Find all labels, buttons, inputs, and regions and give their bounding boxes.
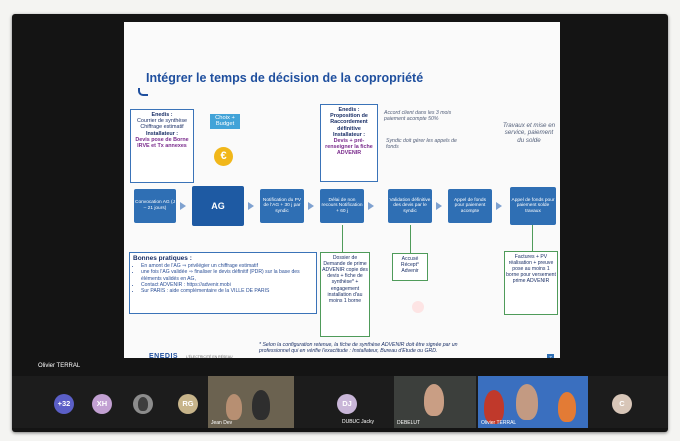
good-practices-box: [129, 252, 317, 314]
meeting-window: [12, 14, 668, 432]
enedis-note: [130, 109, 194, 183]
proposition-line1: Enedis :: [338, 107, 360, 113]
arrow-icon: [248, 202, 254, 210]
euro-coin-icon: €: [214, 147, 233, 166]
video-tile-name: Jean Dev: [211, 420, 233, 426]
pointer-highlight: [412, 301, 424, 313]
step-delai: Délai de non recours Notification + 60 j: [320, 189, 364, 223]
arrow-icon: [436, 202, 442, 210]
syndic-note: Syndic doit gérer les appels de fonds: [386, 138, 457, 151]
proposition-line4: Devis + pré-renseigner la fiche ADVENIR: [325, 138, 373, 157]
participant-avatar-c[interactable]: C: [612, 394, 632, 414]
enedis-note-line3: Chiffrage estimatif: [140, 124, 184, 131]
step-acompte: Appel de fonds pour paiement acompte: [448, 189, 492, 223]
title-decoration: [138, 88, 148, 96]
step-validation: Validation définitive des devis par le syndic: [388, 189, 432, 223]
participant-avatar-xh[interactable]: XH: [92, 394, 112, 414]
factures-box: Factures + PV réalisation + preuve pose au moins 1 borne pour versement prime ADVENIR: [504, 251, 558, 315]
connector-line: [410, 225, 411, 253]
participant-avatar-rg[interactable]: RG: [178, 394, 198, 414]
arrow-icon: [368, 202, 374, 210]
arrow-icon: [496, 202, 502, 210]
participant-avatar-dj[interactable]: DJ: [337, 394, 357, 414]
connector-line: [532, 225, 533, 251]
travaux-note: Travaux et mise en service, paiement du solde: [502, 122, 556, 144]
enedis-tagline: L'ÉLECTRICITÉ EN RÉSEAU: [186, 355, 233, 358]
presenter-name: Olivier TERRAL: [38, 363, 81, 369]
step-ag: AG: [192, 186, 244, 226]
shared-slide: [124, 22, 560, 358]
enedis-note-line2: Courrier de synthèse: [136, 118, 188, 125]
arrow-icon: [308, 202, 314, 210]
step-solde: Appel de fonds pour paiement solde travaux: [510, 187, 556, 225]
accuse-box: Accusé Récept° Advenir: [392, 253, 428, 281]
video-tile-name: Olivier TERRAL: [481, 420, 517, 426]
more-participants-avatar[interactable]: +32: [54, 394, 74, 414]
proposition-note: [320, 104, 378, 182]
proposition-line3: Installateur :: [332, 131, 366, 138]
video-tile-debelut[interactable]: [394, 376, 476, 428]
footnote: [259, 342, 458, 354]
dossier-box: Dossier de Demande de prime ADVENIR copie des devis + fiche de synthèse* + engagement installation d'au moins 1 borne: [320, 252, 370, 337]
slide-title: Intégrer le temps de décision de la copropriété: [146, 71, 424, 85]
good-practice-item: • Sur PARIS : aide complémentaire de la VILLE DE PARIS: [141, 288, 313, 294]
connector-line: [342, 225, 343, 252]
video-tile-name: DUBUC Jacky: [342, 419, 374, 425]
enedis-note-line4: Installateur :: [145, 130, 179, 137]
slide-page-number: 7: [547, 354, 554, 358]
video-tile-name: DEBELUT: [397, 420, 421, 426]
enedis-note-line1: Enedis :: [151, 112, 173, 118]
step-notification: Notification du PV de l'AG + 30 j par syndic: [260, 189, 304, 223]
good-practice-item: • une fois l'AG validée ⇒ finaliser le devis définitif (PDR) sur la base des éléments validés en AG,: [141, 269, 313, 282]
participant-avatar-photo[interactable]: [133, 394, 153, 414]
enedis-logo: ENEDIS: [149, 353, 179, 358]
footnote-line1: * Selon la configuration retenue, la fiche de synthèse ADVENIR doit être signée par un: [259, 342, 458, 348]
enedis-note-line5: Devis pose de Borne IRVE et Tx annexes: [135, 136, 189, 150]
accord-note: Accord client dans les 3 mois paiement acompte 50%: [384, 110, 452, 123]
good-practice-item: • En amont de l'AG ⇒ privilégier un chiffrage estimatif: [141, 263, 313, 269]
video-tile-olivier[interactable]: [478, 376, 588, 428]
good-practices-heading: Bonnes pratiques :: [133, 255, 192, 262]
footnote-line2: professionnel qui en vérifie l'exactitude : Installateur, Bureau d'Etude ou GRD.: [259, 348, 438, 355]
step-convocation: Convocation AG (J – 21 jours): [134, 189, 176, 223]
choice-budget-badge: Choix + Budget: [210, 114, 240, 129]
arrow-icon: [180, 202, 186, 210]
proposition-line2: Proposition de Raccordement définitive: [330, 113, 368, 132]
video-tile-jean[interactable]: [208, 376, 294, 428]
good-practice-item: • Contact ADVENIR : https://advenir.mobi: [141, 282, 313, 288]
